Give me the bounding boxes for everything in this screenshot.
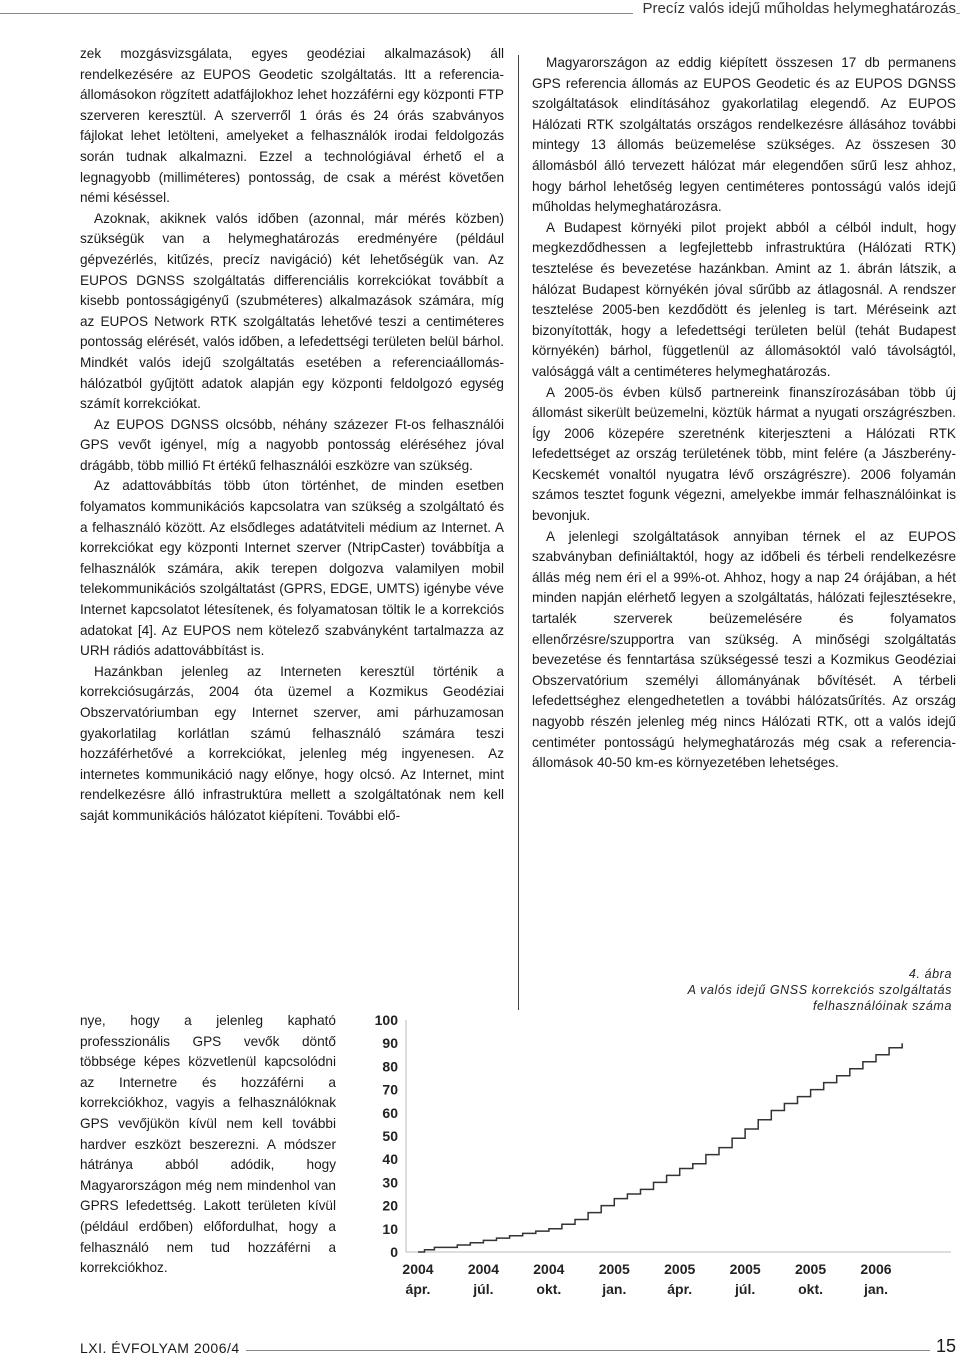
left-column (80, 44, 504, 827)
x-tick-year: 2006 (860, 1261, 892, 1277)
left-paragraph-4: Az adattovábbítás több úton történhet, de minden esetben folyamatos kommunikációs kapcsolatra van szükség a szolgáltató és a felhasználó között. Az elsődleges adatátviteli médium az Internet. A korrekciókat egy központi Internet szerver (NtripCaster) továbbítja a felhasználók számára, akik terepen dolgozva valamilyen mobil telekommunikációs szolgáltatást (GPRS, EDGE, UMTS) igénybe véve Internet kapcsolatot létesítenek, és folyamatosan töltik le a korrekciós adatokat [4]. Az EUPOS nem kötelező szabványként tartalmazza az URH rádiós adattovábbítást is. (80, 478, 504, 659)
figure-caption-line-2: felhasználóinak száma (812, 999, 952, 1013)
y-tick-label: 40 (382, 1151, 398, 1168)
x-tick-year: 2005 (664, 1261, 696, 1277)
x-tick-month: jan. (863, 1281, 889, 1297)
page-number: 15 (930, 1336, 956, 1357)
x-tick-month: jan. (602, 1281, 627, 1297)
y-tick-label: 50 (382, 1128, 398, 1144)
x-tick-year: 2004 (533, 1261, 565, 1277)
left-paragraph-3: Az EUPOS DGNSS olcsóbb, néhány százezer Ft-os felhasználói GPS vevőt igényel, míg a nagyobb pontosság eléréséhez jóval drágább, több millió Ft értékű felhasználói eszközre van szükség. (80, 416, 504, 473)
left-paragraph-2: Azoknak, akiknek valós időben (azonnal, már mérés közben) szükségük van a helymeghatározás eredményére (például gépvezérlés, kitűzés, precíz navigáció) két lehetőségük van. Az EUPOS DGNSS szolgáltatás differenciális korrekciókat továbbít a kisebb pontosságigényű (szubméteres) alkalmazások számára, míg az EUPOS Network RTK szolgáltatás lehetővé teszi a centiméteres pontosság elérését, valós időben, a lefedettségi területen belül bárhol. Mindkét valós idejű szolgáltatás esetében a referenciaállomás-hálózatból gyűjtött adatok alapján egy központi feldolgozó egység számít korrekciókat. (80, 210, 504, 412)
right-paragraph-3: A 2005-ös évben külső partnereink finanszírozásában több új állomást sikerült beüzemelni, köztük hármat a nyugati országrészben. Így 2006 közepére szeretnénk kiterjeszteni a Hálózati RTK lefedettséget az ország területének több, mint felére (a Jászberény-Kecskemét vonaltól nyugatra lévő országrészre). 2006 folyamán számos tesztet fogunk végezni, amelyekbe immár felhasználóinkat is bevonjuk. (532, 384, 956, 524)
right-paragraph-2: A Budapest környéki pilot projekt abból a célból indult, hogy megkezdődhessen a legfejlettebb infrastruktúra (Hálózati RTK) tesztelése és bevezetése hazánkban. Amint az 1. ábrán látszik, a hálózat Budapest környékén jóval sűrűbb az átlagosnál. A rendszer tesztelése 2005-ben kezdődött és jelenleg is tart. Méréseink azt bizonyították, hogy a lefedettségi területen belül (tehát Budapest környékén) bárhol, függetlenül az állomásoktól való távolságtól, valósággá vált a centiméteres helymeghatározás. (532, 219, 956, 379)
x-tick-month: júl. (473, 1281, 494, 1297)
figure-number: 4. ábra (908, 967, 952, 981)
y-tick-label: 70 (382, 1081, 398, 1098)
x-tick-month: ápr. (405, 1281, 431, 1297)
right-paragraph-4: A jelenlegi szolgáltatások annyiban térnek el az EUPOS szabványban definiáltaktól, hogy az időbeli és térbeli rendelkezésre állás még nem éri el a 99%-ot. Ahhoz, hogy a nap 24 órájában, a hét minden napján elérhető legyen a szolgáltatás, hálózati fejlesztésekre, tartalék szerverek beüzemelésére és folyamatos ellenőrzésre/szupportra van szükség. A minőségi szolgáltatás bevezetése és fenntartása szükségessé teszi a Kozmikus Geodéziai Obszervatórium személyi állományának bővítését. A térbeli lefedettséghez elengedhetetlen a további hálózatsűrítés. Az ország nagyobb részén jelenleg még nincs Hálózati RTK, ott a valós idejű centiméter pontosságú helymeghatározás még csak a referencia-állomások 40-50 km-es környezetében lehetséges. (532, 528, 956, 771)
y-tick-label: 60 (382, 1104, 398, 1121)
y-tick-label: 30 (382, 1174, 398, 1191)
page-footer (80, 1336, 956, 1360)
y-tick-label: 100 (374, 1012, 398, 1028)
running-header (0, 0, 960, 22)
x-tick-year: 2005 (598, 1261, 630, 1277)
figure-caption (592, 966, 952, 1014)
right-paragraph-1: Magyarországon az eddig kiépített összesen 17 db permanens GPS referencia állomás az EUPOS Geodetic és az EUPOS DGNSS szolgáltatások elindításához gyakorlatilag elegendő. Az EUPOS Hálózati RTK szolgáltatás országos rendelkezésre állásához további mintegy 13 állomás beüzemelése szükséges. Az összesen 30 állomásból álló tervezett hálózat már elegendően sűrű lesz ahhoz, hogy bárhol lehetőség legyen centiméteres pontosságú valós idejű műholdas helymeghatározásra. (532, 55, 956, 215)
x-tick-month: júl. (735, 1281, 756, 1297)
running-title: Precíz valós idejű műholdas helymeghatározás (633, 0, 957, 17)
left-paragraph-5-continued: nye, hogy a jelenleg kapható professzionális GPS vevők döntő többsége képes közvetlenül kapcsolódni az Internetre és hozzáférni a korrekciókhoz, vagyis a felhasználóknak GPS vevőjükön kívül nem kell további hardver eszközt beszerezni. A módszer hátránya abból adódik, hogy Magyarországon még nem mindenhol van GPRS lefedettség. Lakott területen kívül (például erdőben) előfordulhat, hogy a felhasználó nem tud hozzáférni a korrekciókhoz. (80, 1013, 336, 1276)
right-column (532, 53, 956, 774)
users-series-line (418, 1043, 902, 1252)
y-tick-label: 10 (382, 1220, 398, 1237)
volume-label: LXI. ÉVFOLYAM 2006/4 (80, 1340, 246, 1356)
x-tick-month: ápr. (667, 1281, 693, 1297)
x-tick-year: 2004 (467, 1261, 500, 1277)
x-tick-month: okt. (798, 1281, 824, 1297)
left-paragraph-1: zek mozgásvizsgálata, egyes geodéziai alkalmazások) áll rendelkezésére az EUPOS Geodetic szolgáltatás. Itt a referencia-állomásokon rögzített adatfájlokhoz lehet hozzáférni egy központi FTP szerveren keresztül. A szerverről 1 órás és 24 órás szabványos fájlokat lehet letölteni, amelyeket a felhasználók irodai feldolgozás során tudnak alkalmazni. Ezzel a technológiával érhető el a legnagyobb (milliméteres) pontosság, de csak a mérést követően némi késéssel. (80, 46, 504, 206)
users-line-chart (346, 1012, 958, 1308)
y-tick-label: 80 (382, 1058, 398, 1075)
figure-caption-line-1: A valós idejű GNSS korrekciós szolgáltatás (687, 983, 952, 997)
x-tick-year: 2004 (402, 1261, 434, 1277)
x-tick-year: 2005 (729, 1261, 761, 1277)
y-tick-label: 20 (382, 1197, 398, 1214)
x-tick-year: 2005 (794, 1261, 827, 1277)
column-divider (518, 55, 519, 1010)
left-column-continuation (80, 1011, 336, 1279)
y-tick-label: 0 (390, 1244, 398, 1260)
x-tick-month: okt. (536, 1281, 562, 1297)
left-paragraph-5: Hazánkban jelenleg az Interneten keresztül történik a korrekciósugárzás, 2004 óta üzemel a Kozmikus Geodéziai Obszervatóriumban egy Internet szerver, ami párhuzamosan gyakorlatilag korlátlan számú felhasználó számára teszi hozzáférhetővé a korrekciókat, jelenleg még ingyenesen. Az internetes kommunikáció nagy előnye, hogy olcsó. Az Internet, mint rendelkezésre álló infrastruktúra mellett a szolgáltatónak nem kell saját kommunikációs hálózatot kiépíteni. További elő- (80, 663, 504, 823)
y-tick-label: 90 (382, 1035, 398, 1052)
